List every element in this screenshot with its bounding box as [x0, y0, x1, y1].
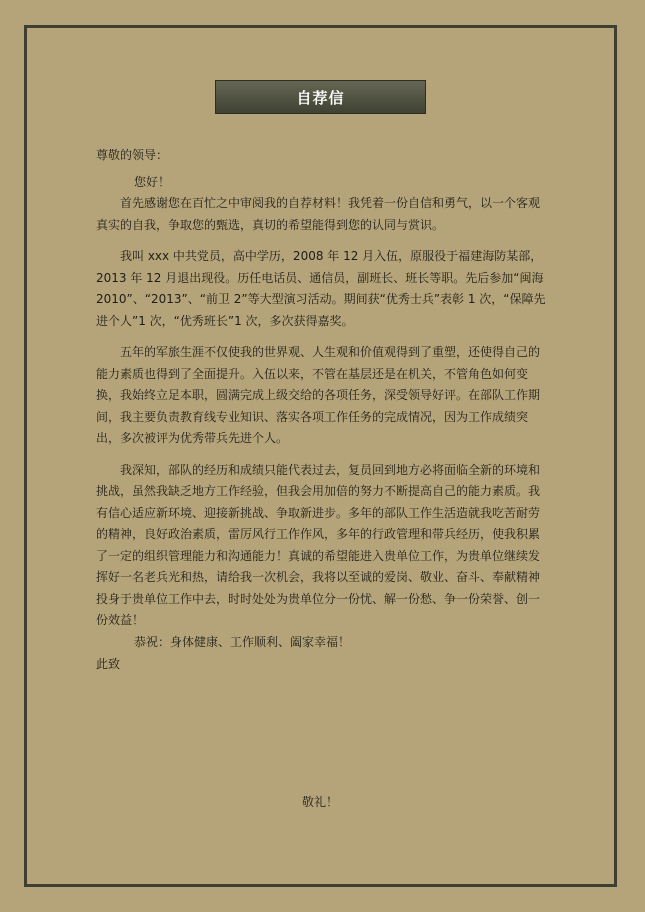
paragraph-4: 我深知，部队的经历和成绩只能代表过去，复员回到地方必将面临全新的环境和挑战，虽然我缺乏地方工作经验，但我会用加倍的努力不断提高自己的能力素质。我有信心适应新环境、迎接新挑战、争取新进步。多年的部队工作生活造就我吃苦耐劳的精神，良好政治素质，雷厉风行工作作风，多年的行政管理和带兵经历，使我积累了一定的组织管理能力和沟通能力！真诚的希望能进入贵单位工作，为贵单位继续发挥好一名老兵光和热，请给我一次机会，我将以至诚的爱岗、敬业、奋斗、奉献精神投身于贵单位工作中去，时时处处为贵单位分一份忧、解一份愁、争一份荣誉、创一份效益！ [96, 462, 541, 627]
title-banner [215, 80, 426, 114]
page-title: 自荐信 [296, 88, 345, 107]
salutation: 尊敬的领导： [96, 148, 169, 162]
regards: 敬礼！ [302, 795, 339, 809]
paragraph-3: 五年的军旅生涯不仅使我的世界观、人生观和价值观得到了重塑，还使得自己的能力素质也得到了全面提升。入伍以来，不管在基层还是在机关，不管角色如何变换，我始终立足本职，圆满完成上级交给的各项任务，深受领导好评。在部队工作期间，我主要负责教育线专业知识、落实各项工作任务的完成情况，因为工作成绩突出，多次被评为优秀带兵先进个人。 [96, 345, 541, 445]
greeting: 您好！ [134, 174, 171, 189]
paragraph-1: 首先感谢您在百忙之中审阅我的自荐材料！我凭着一份自信和勇气，以一个客观真实的自我，争取您的甄选，真切的希望能得到您的认同与赏识。 [96, 196, 541, 232]
blessing: 恭祝：身体健康、工作顺利、阖家幸福！ [134, 634, 351, 649]
closing: 此致 [96, 657, 121, 671]
letter-body [96, 145, 551, 676]
paragraph-2: 我叫 xxx 中共党员，高中学历，2008 年 12 月入伍，原服役于福建海防某部，2013 年 12 月退出现役。历任电话员、通信员，副班长、班长等职。先后参加“闽海 2010”、“2013”、“前卫 2”等大型演习活动。期间获“优秀士兵”表彰 1 次，“保障先进个人”1 次，“优秀班长”1 次，多次获得嘉奖。 [96, 249, 546, 328]
